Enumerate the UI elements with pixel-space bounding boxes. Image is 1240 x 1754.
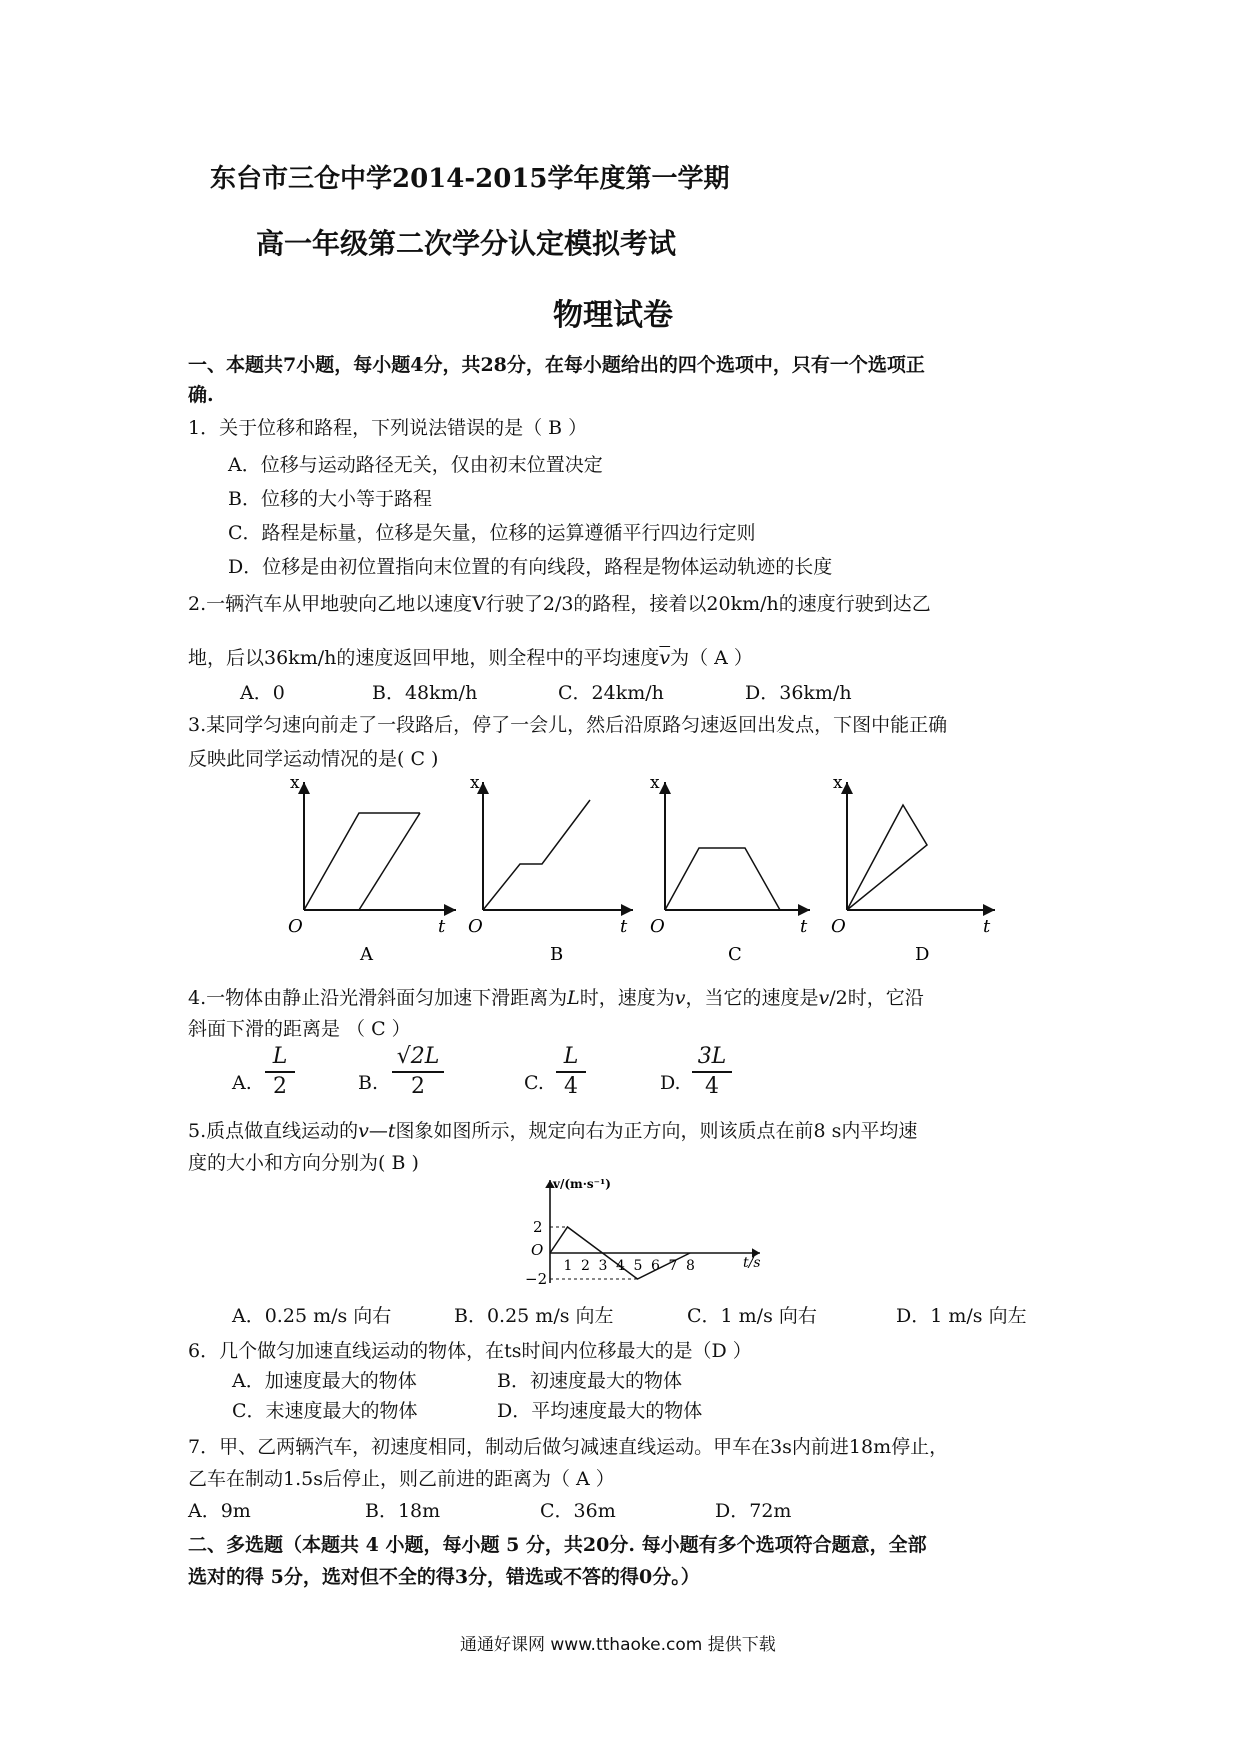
q4-option-d-letter: D. — [660, 1072, 681, 1094]
q7-stem-line2: 乙车在制动1.5s后停止，则乙前进的距离为（ A ） — [188, 1468, 615, 1490]
q2-option-a: A．0 — [240, 682, 285, 704]
q5-x-tick-3: 3 — [598, 1258, 608, 1274]
q7-stem-line1: 7．甲、乙两辆汽车，初速度相同，制动后做匀减速直线运动。甲车在3s内前进18m停止， — [188, 1436, 949, 1458]
q3-stem-line1: 3.某同学匀速向前走了一段路后，停了一会儿，然后沿原路匀速返回出发点，下图中能正确 — [188, 714, 948, 736]
q6-option-c: C．末速度最大的物体 — [232, 1400, 418, 1422]
q5-symbol-t: t — [387, 1120, 396, 1142]
q3-graph-a — [288, 773, 456, 965]
q3-graph-a-y-axis-label: x — [290, 773, 300, 793]
q3-graph-d-origin: O — [831, 916, 846, 937]
q3-graph-c-label: C — [728, 944, 742, 965]
q2-stem-text: 地，后以36km/h的速度返回甲地，则全程中的平均速度 — [188, 647, 660, 669]
exam-school-title: 东台市三仓中学2014-2015学年度第一学期 — [210, 164, 730, 194]
q7-option-a: A．9m — [188, 1500, 251, 1522]
q3-graph-c-y-axis-label: x — [650, 773, 660, 793]
q5-stem-text-2: 图象如图所示，规定向右为正方向，则该质点在前8 s内平均速 — [395, 1120, 918, 1142]
q3-xt-graphs — [280, 770, 1000, 970]
q4-stem-text-4: /2时，它沿 — [829, 987, 924, 1009]
q3-graph-d-label: D — [915, 944, 930, 965]
section1-heading-line2: 确. — [188, 384, 214, 406]
q5-stem-line2: 度的大小和方向分别为( B ) — [188, 1152, 419, 1174]
q1-option-c: C．路程是标量，位移是矢量，位移的运算遵循平行四边行定则 — [228, 522, 756, 544]
q7-option-b: B．18m — [365, 1500, 441, 1522]
q1-option-a: A．位移与运动路径无关，仅由初末位置决定 — [228, 454, 603, 476]
q2-option-d: D．36km/h — [745, 682, 852, 704]
q5-x-tick-6: 6 — [651, 1258, 660, 1274]
q4-option-b-denominator: 2 — [411, 1074, 425, 1099]
q4-stem-line1 — [188, 983, 924, 1010]
q4-option-d-denominator: 4 — [705, 1074, 719, 1099]
q5-option-a: A．0.25 m/s 向右 — [232, 1305, 392, 1327]
q4-option-c-letter: C. — [524, 1072, 544, 1094]
q6-option-a: A．加速度最大的物体 — [232, 1370, 417, 1392]
q4-option-a-numerator: L — [272, 1044, 288, 1069]
q4-stem-text-1: 4.一物体由静止沿光滑斜面匀加速下滑距离为 — [188, 987, 568, 1009]
q4-option-b-fraction — [392, 1044, 444, 1100]
q3-graph-c-x-axis-label: t — [800, 916, 808, 937]
section1-heading-line1: 一、本题共7小题，每小题4分，共28分，在每小题给出的四个选项中，只有一个选项正 — [188, 354, 925, 376]
q4-stem-text-2: 时，速度为 — [579, 987, 675, 1009]
q4-option-c-denominator: 4 — [564, 1074, 578, 1099]
q5-option-b: B．0.25 m/s 向左 — [454, 1305, 614, 1327]
q4-symbol-l: L — [567, 987, 580, 1009]
exam-subtitle: 高一年级第二次学分认定模拟考试 — [256, 227, 677, 260]
q1-option-b: B．位移的大小等于路程 — [228, 488, 432, 510]
q4-stem-line2: 斜面下滑的距离是 （ C ） — [188, 1018, 411, 1040]
q5-y-tick-2: 2 — [533, 1218, 543, 1236]
q3-graph-b-origin: O — [468, 916, 483, 937]
q4-symbol-v2: v — [818, 987, 830, 1009]
q5-x-tick-1: 1 — [563, 1258, 573, 1274]
q5-stem-text-1: 5.质点做直线运动的 — [188, 1120, 359, 1142]
q6-stem: 6．几个做匀加速直线运动的物体，在ts时间内位移最大的是（D ） — [188, 1340, 752, 1362]
q5-x-tick-5: 5 — [633, 1258, 643, 1274]
q5-x-tick-8: 8 — [686, 1258, 695, 1274]
q2-avg-velocity-symbol: $\overline{v}$ — [659, 647, 671, 669]
q2-option-b: B．48km/h — [372, 682, 478, 704]
q3-graph-b-y-axis-label: x — [470, 773, 480, 793]
q3-graph-a-label: A — [360, 944, 373, 965]
q3-stem-line2: 反映此同学运动情况的是( C ) — [188, 748, 439, 770]
q5-x-tick-2: 2 — [581, 1258, 590, 1274]
q3-graph-b — [468, 773, 633, 965]
section2-heading-line2: 选对的得 5分，选对但不全的得3分，错选或不答的得0分。） — [188, 1566, 700, 1588]
q5-option-c: C．1 m/s 向右 — [687, 1305, 817, 1327]
q5-x-axis-label: t/s — [743, 1255, 761, 1271]
q4-symbol-v: v — [674, 987, 686, 1009]
q5-x-tick-7: 7 — [668, 1258, 678, 1274]
q5-y-axis-label: v/(m·s⁻¹) — [553, 1177, 611, 1191]
q3-graph-d — [831, 773, 995, 965]
q4-option-c-numerator: L — [563, 1044, 579, 1069]
q4-option-b-numerator: √2L — [396, 1044, 440, 1069]
q5-y-tick-neg2: −2 — [525, 1270, 548, 1288]
q3-graph-b-x-axis-label: t — [620, 916, 628, 937]
q3-graph-d-y-axis-label: x — [833, 773, 843, 793]
q5-vt-graph — [515, 1175, 785, 1295]
q3-graph-a-origin: O — [288, 916, 303, 937]
q2-stem-line2 — [188, 643, 753, 670]
q4-option-a-fraction — [265, 1044, 295, 1100]
footer-download-note: 通通好课网 www.tthaoke.com 提供下载 — [460, 1635, 776, 1655]
q4-option-d-fraction — [692, 1044, 732, 1100]
q2-option-c: C．24km/h — [558, 682, 664, 704]
q1-stem: 1．关于位移和路程，下列说法错误的是（ B ） — [188, 417, 588, 439]
q3-graph-c — [650, 773, 810, 965]
q4-stem-text-3: ，当它的速度是 — [685, 987, 819, 1009]
q2-stem-line1: 2.一辆汽车从甲地驶向乙地以速度V行驶了2/3的路程，接着以20km/h的速度行驶到达乙 — [188, 593, 931, 615]
q5-symbol-dash: — — [368, 1120, 388, 1142]
q4-option-c-fraction — [556, 1044, 586, 1100]
q3-graph-a-x-axis-label: t — [438, 916, 446, 937]
q3-graph-d-x-axis-label: t — [983, 916, 991, 937]
q5-option-d: D．1 m/s 向左 — [896, 1305, 1027, 1327]
q6-option-b: B．初速度最大的物体 — [497, 1370, 682, 1392]
q4-option-d-numerator: 3L — [697, 1044, 727, 1069]
q5-stem-line1 — [188, 1116, 917, 1143]
q4-option-b-letter: B. — [358, 1072, 379, 1094]
q6-option-d: D．平均速度最大的物体 — [497, 1400, 703, 1422]
q5-symbol-v: v — [358, 1120, 369, 1142]
q5-origin: O — [531, 1241, 544, 1259]
q3-graph-c-origin: O — [650, 916, 665, 937]
q3-graph-b-label: B — [550, 944, 564, 965]
q5-x-tick-4: 4 — [616, 1258, 625, 1274]
q2-stem-answer: 为（ A ） — [670, 647, 753, 669]
exam-subject-title: 物理试卷 — [553, 298, 673, 333]
section2-heading-line1: 二、多选题（本题共 4 小题，每小题 5 分，共20分. 每小题有多个选项符合题意，全部 — [188, 1534, 927, 1556]
q4-option-a-letter: A. — [232, 1072, 252, 1094]
q7-option-d: D．72m — [715, 1500, 792, 1522]
q1-option-d: D．位移是由初位置指向末位置的有向线段，路程是物体运动轨迹的长度 — [228, 556, 833, 578]
q7-option-c: C．36m — [540, 1500, 616, 1522]
q4-option-a-denominator: 2 — [273, 1074, 287, 1099]
